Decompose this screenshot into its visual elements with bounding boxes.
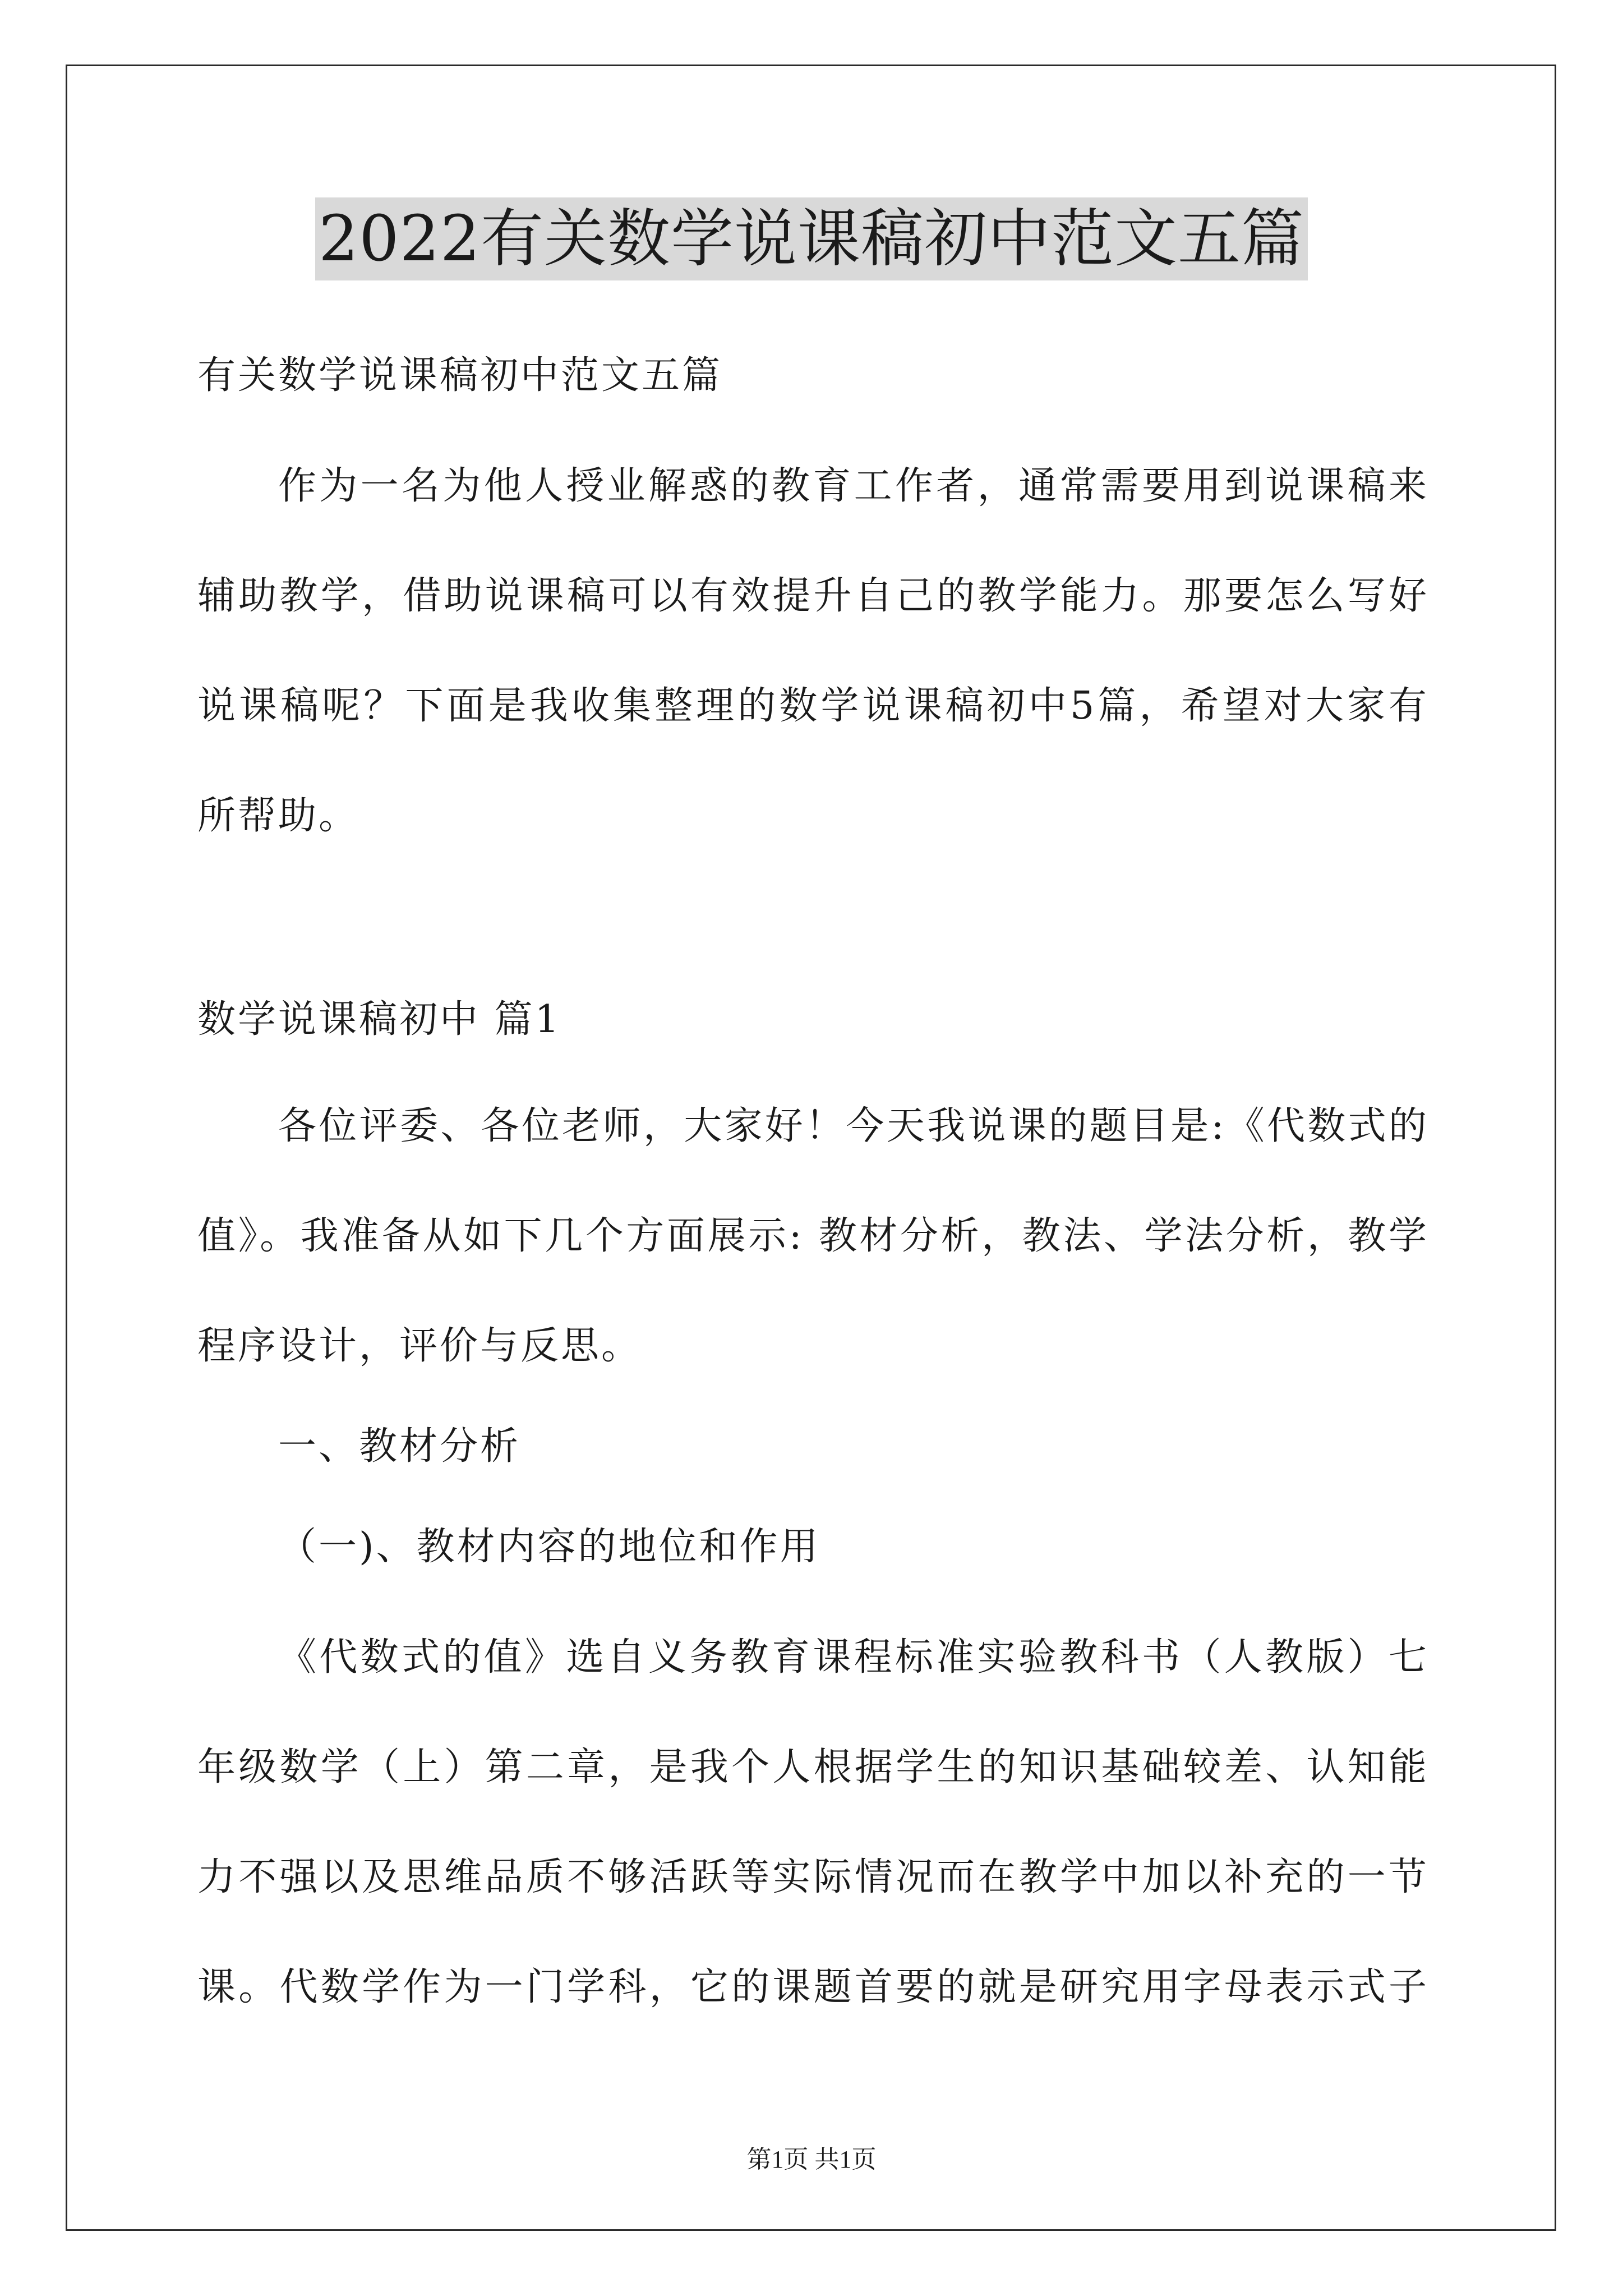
document-subtitle: 有关数学说课稿初中范文五篇: [197, 353, 723, 398]
title-container: [0, 197, 1623, 280]
paragraph-line: 值》。我准备从如下几个方面展示: 教材分析，教法、学法分析，教学: [197, 1214, 1429, 1258]
document-title: 2022有关数学说课稿初中范文五篇: [315, 197, 1308, 280]
subheading-teaching-analysis: 一、教材分析: [278, 1424, 521, 1469]
paragraph-line: 程序设计，评价与反思。: [197, 1324, 642, 1368]
paragraph-line: 课。代数学作为一门学科，它的课题首要的就是研究用字母表示式子: [197, 1965, 1429, 2009]
subheading-content-role: （一)、教材内容的地位和作用: [278, 1525, 820, 1569]
page-footer: 第1页 共1页: [746, 2146, 877, 2173]
section-heading: 数学说课稿初中 篇1: [197, 997, 561, 1042]
paragraph-line: 《代数式的值》选自义务教育课程标准实验教科书（人教版）七: [278, 1635, 1429, 1680]
intro-line: 作为一名为他人授业解惑的教育工作者，通常需要用到说课稿来: [278, 464, 1429, 508]
paragraph-line: 各位评委、各位老师，大家好！今天我说课的题目是:《代数式的: [278, 1104, 1429, 1148]
intro-line: 说课稿呢？下面是我收集整理的数学说课稿初中5篇，希望对大家有: [197, 684, 1429, 728]
paragraph-line: 力不强以及思维品质不够活跃等实际情况而在教学中加以补充的一节: [197, 1855, 1429, 1899]
intro-line: 所帮助。: [197, 794, 359, 838]
paragraph-line: 年级数学（上）第二章，是我个人根据学生的知识基础较差、认知能: [197, 1745, 1429, 1789]
intro-line: 辅助教学，借助说课稿可以有效提升自己的教学能力。那要怎么写好: [197, 574, 1429, 618]
